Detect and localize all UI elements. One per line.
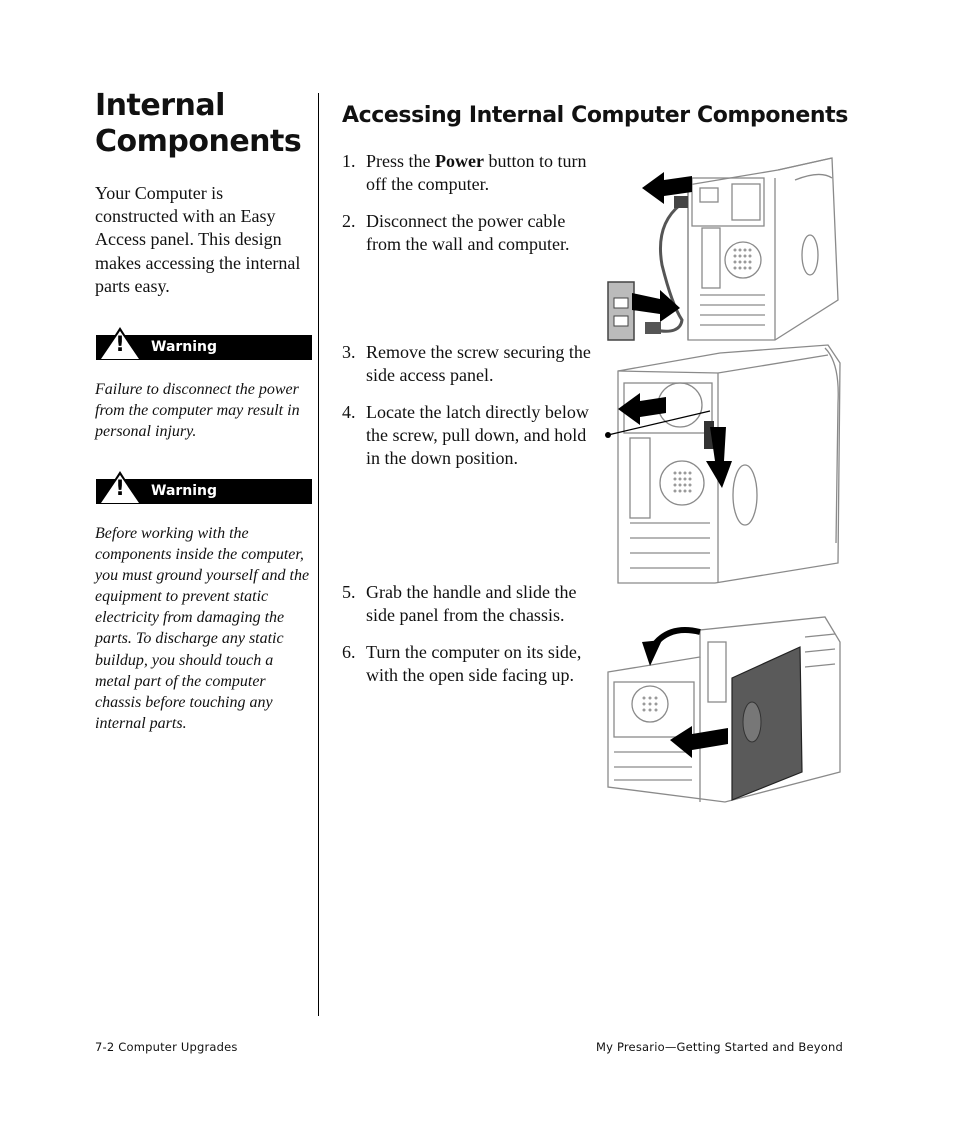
page-title-line2: Components — [95, 124, 302, 159]
step-1 — [342, 150, 602, 196]
slide-panel-illustration — [600, 612, 845, 807]
step-6 — [342, 641, 602, 687]
unplug-power-illustration — [600, 150, 845, 345]
step-text — [366, 150, 602, 196]
step-text: Turn the computer on its side, with the open side facing up. — [366, 642, 582, 685]
warning-banner-1 — [96, 332, 312, 360]
step-text: Grab the handle and slide the side panel from the chassis. — [366, 582, 577, 625]
step-4 — [342, 401, 602, 470]
warning-banner-2 — [96, 476, 312, 504]
warning-text-2: Before working with the components inside the computer, you must ground yourself and the equipment to prevent static electricity from damaging the parts. To discharge any static buildup, you should touch a metal part of the computer chassis before touching any internal parts. — [95, 525, 310, 732]
warning-text-1: Failure to disconnect the power from the computer may result in personal injury. — [95, 381, 300, 441]
footer-left: 7-2 Computer Upgrades — [95, 1040, 238, 1054]
page-title-line1: Internal — [95, 88, 225, 123]
step-number: 3. — [342, 342, 356, 362]
latch-illustration — [600, 343, 845, 588]
step-text-pre: Press the — [366, 151, 435, 171]
step-number: 6. — [342, 642, 356, 662]
warning-label: Warning — [151, 339, 218, 355]
footer-right: My Presario—Getting Started and Beyond — [595, 1040, 843, 1054]
step-number: 4. — [342, 402, 356, 422]
exclamation-icon: ! — [115, 332, 125, 356]
step-3 — [342, 341, 602, 387]
step-text: Disconnect the power cable from the wall and computer. — [366, 211, 570, 254]
page-title — [95, 88, 315, 160]
power-button-name: Power — [435, 151, 484, 171]
step-number: 5. — [342, 582, 356, 602]
step-text: Remove the screw securing the side access panel. — [366, 342, 591, 385]
exclamation-icon: ! — [115, 476, 125, 500]
step-2 — [342, 210, 602, 256]
step-number: 1. — [342, 151, 356, 171]
warning-label: Warning — [151, 483, 218, 499]
step-number: 2. — [342, 211, 356, 231]
step-text: Locate the latch directly below the screw, pull down, and hold in the down position. — [366, 402, 589, 468]
step-5 — [342, 581, 604, 627]
step-text-post: button to turn off the computer. — [366, 151, 587, 194]
intro-paragraph: Your Computer is constructed with an Easy Access panel. This design makes accessing the internal parts easy. — [95, 183, 301, 296]
column-divider — [318, 93, 319, 1016]
section-title: Accessing Internal Computer Components — [342, 103, 848, 128]
